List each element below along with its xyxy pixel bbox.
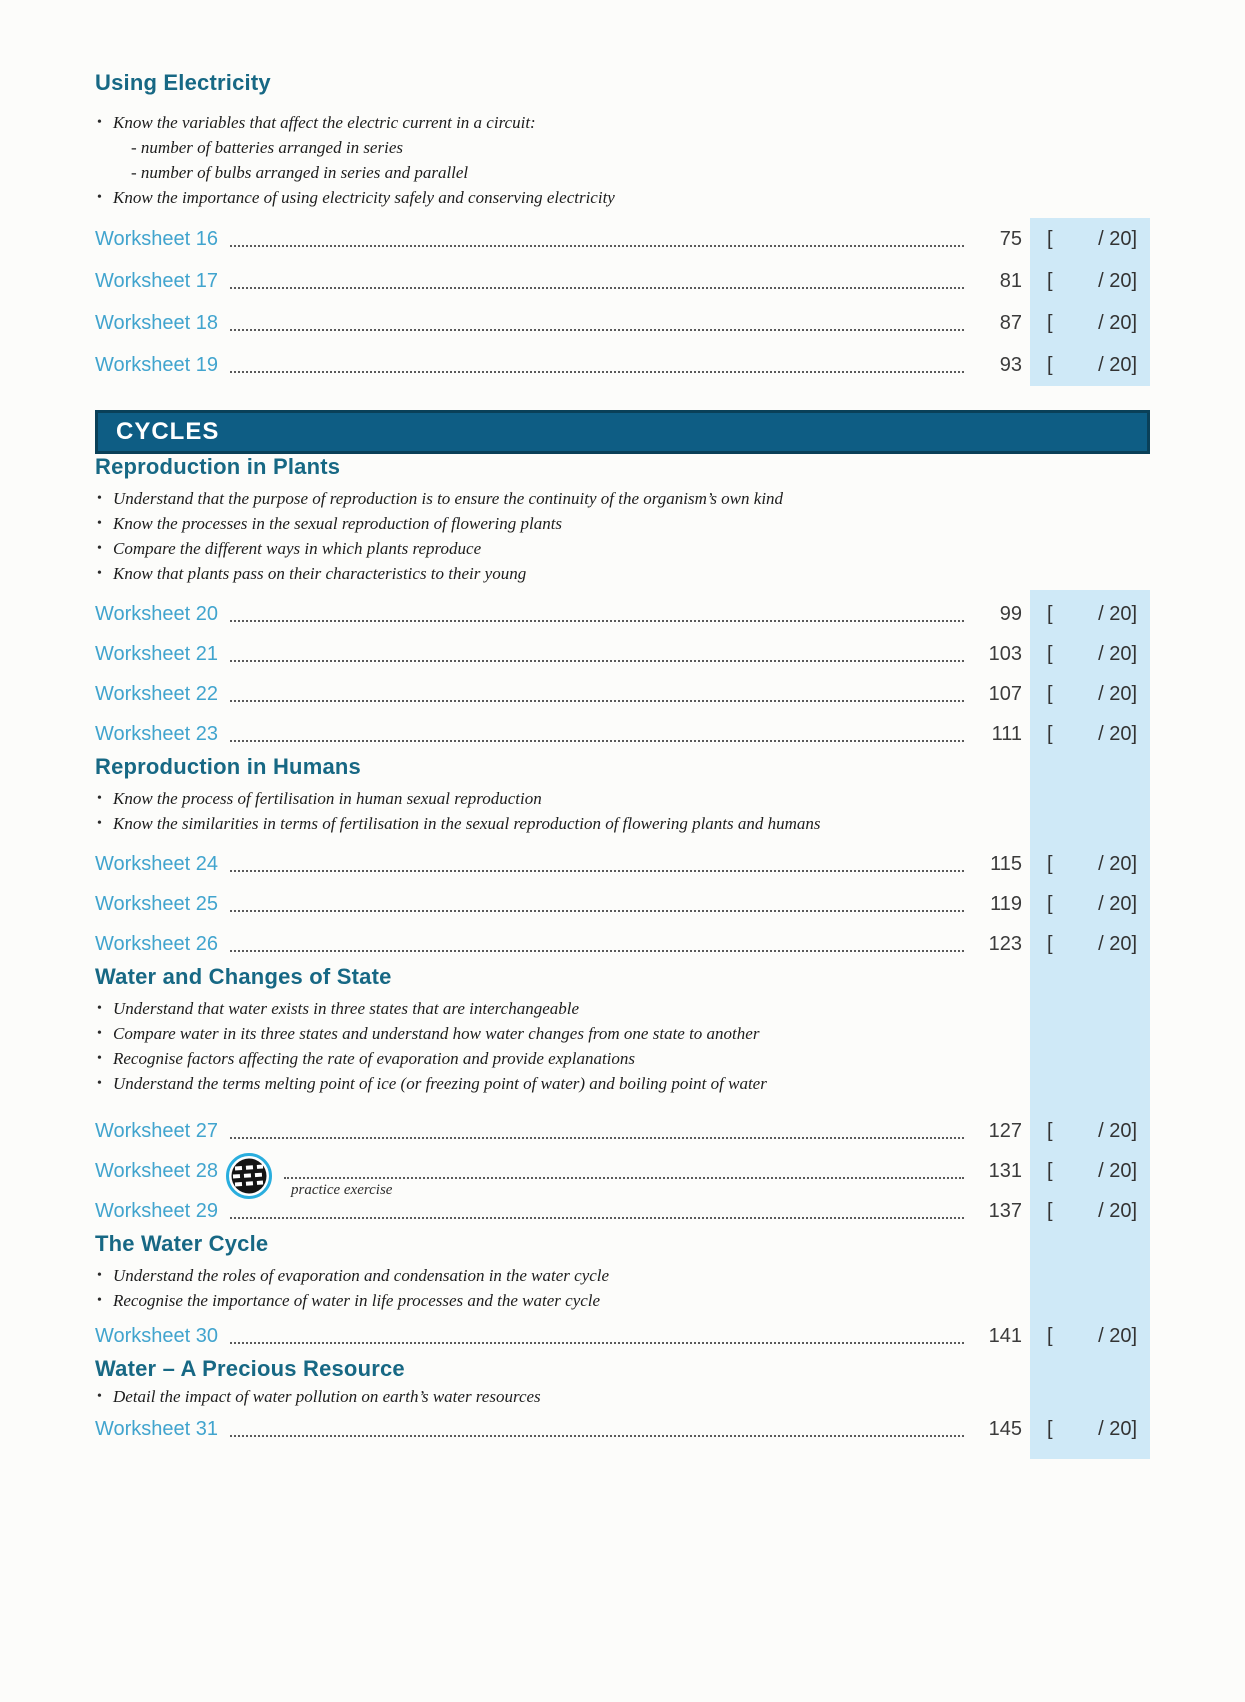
score-box <box>1030 1200 1150 1223</box>
worksheet-label: Worksheet 21 <box>95 642 219 665</box>
toc-row <box>95 218 1150 260</box>
score-open: [ <box>1047 1119 1053 1142</box>
bullet-icon: • <box>97 1001 102 1016</box>
score-close: / 20] <box>1098 1324 1137 1347</box>
page-number: 75 <box>999 227 1022 250</box>
dotted-leader <box>230 329 964 331</box>
worksheet-label: Worksheet 22 <box>95 682 219 705</box>
objective-text: - number of bulbs arranged in series and parallel <box>131 163 469 182</box>
bullet-icon: • <box>97 1076 102 1091</box>
page-number: 131 <box>988 1159 1022 1182</box>
dotted-leader <box>230 660 964 662</box>
objective-bullet <box>97 1288 1150 1313</box>
toc-row <box>95 634 1150 674</box>
dotted-leader <box>230 870 964 872</box>
score-close: / 20] <box>1098 1417 1137 1440</box>
score-open: [ <box>1047 311 1053 334</box>
score-box <box>1030 853 1150 876</box>
objective-text: - number of batteries arranged in series <box>131 138 403 157</box>
dotted-leader <box>230 910 964 912</box>
worksheet-list <box>95 1409 1150 1449</box>
objective-sub-bullet <box>97 135 1150 160</box>
score-open: [ <box>1047 1199 1053 1222</box>
section-heading: Using Electricity <box>95 70 271 95</box>
dotted-leader <box>230 287 964 289</box>
objective-text: Understand that the purpose of reproduction is to ensure the continuity of the organism’s own kind <box>113 489 784 508</box>
bullet-icon: • <box>97 1026 102 1041</box>
score-box <box>1030 933 1150 956</box>
objective-text: Recognise factors affecting the rate of evaporation and provide explanations <box>113 1049 636 1068</box>
objective-bullet <box>97 1071 1150 1096</box>
page-number: 87 <box>999 311 1022 334</box>
worksheet-list <box>95 844 1150 964</box>
objective-bullet <box>97 1046 1150 1071</box>
score-close: / 20] <box>1098 932 1137 955</box>
objective-text: Understand the terms melting point of ice (or freezing point of water) and boiling point of water <box>113 1074 767 1093</box>
toc-row <box>95 714 1150 754</box>
bullet-icon: • <box>97 791 102 806</box>
page-number: 123 <box>988 932 1022 955</box>
bullet-icon: • <box>97 566 102 581</box>
objective-bullet <box>97 511 1150 536</box>
worksheet-label: Worksheet 25 <box>95 892 219 915</box>
score-box <box>1030 1160 1150 1183</box>
section-heading: Water – A Precious Resource <box>95 1356 405 1381</box>
score-open: [ <box>1047 227 1053 250</box>
score-open: [ <box>1047 269 1053 292</box>
page-number: 127 <box>988 1119 1022 1142</box>
worksheet-label: Worksheet 26 <box>95 932 219 955</box>
objective-bullet <box>97 1263 1150 1288</box>
score-box <box>1030 354 1150 377</box>
score-close: / 20] <box>1098 642 1137 665</box>
bullet-icon: • <box>97 115 102 130</box>
score-open: [ <box>1047 642 1053 665</box>
dotted-leader <box>230 1137 964 1139</box>
score-close: / 20] <box>1098 602 1137 625</box>
objective-text: Know the processes in the sexual reproduction of flowering plants <box>113 514 563 533</box>
score-open: [ <box>1047 1159 1053 1182</box>
score-close: / 20] <box>1098 722 1137 745</box>
worksheet-label: Worksheet 19 <box>95 353 219 376</box>
objective-bullet <box>97 786 1150 811</box>
page-number: 81 <box>999 269 1022 292</box>
bullet-icon: • <box>97 1293 102 1308</box>
objective-list <box>97 1384 1150 1409</box>
score-open: [ <box>1047 852 1053 875</box>
score-box <box>1030 1120 1150 1143</box>
score-box <box>1030 683 1150 706</box>
objective-text: Know the importance of using electricity safely and conserving electricity <box>113 188 615 207</box>
bullet-icon: • <box>97 541 102 556</box>
score-box <box>1030 270 1150 293</box>
bullet-icon: • <box>97 1268 102 1283</box>
worksheet-list <box>95 1316 1150 1356</box>
score-box <box>1030 643 1150 666</box>
objective-bullet <box>97 996 1150 1021</box>
section-heading: Reproduction in Humans <box>95 754 361 779</box>
objective-bullet <box>97 185 1150 210</box>
worksheet-label: Worksheet 29 <box>95 1199 219 1222</box>
score-close: / 20] <box>1098 1199 1137 1222</box>
score-box <box>1030 228 1150 251</box>
score-box <box>1030 723 1150 746</box>
page-number: 107 <box>988 682 1022 705</box>
worksheet-label: Worksheet 30 <box>95 1324 219 1347</box>
page-number: 103 <box>988 642 1022 665</box>
objective-text: Know the process of fertilisation in human sexual reproduction <box>113 789 542 808</box>
toc-row <box>95 1111 1150 1151</box>
page-number: 99 <box>999 602 1022 625</box>
score-box <box>1030 1325 1150 1348</box>
objective-list <box>97 486 1150 586</box>
page-number: 115 <box>990 852 1022 875</box>
worksheet-label: Worksheet 27 <box>95 1119 219 1142</box>
worksheet-list <box>95 1111 1150 1231</box>
toc-row <box>95 302 1150 344</box>
toc-row <box>95 924 1150 964</box>
score-close: / 20] <box>1098 353 1137 376</box>
objective-bullet <box>97 1021 1150 1046</box>
score-open: [ <box>1047 353 1053 376</box>
toc-row <box>95 844 1150 884</box>
objective-text: Know the variables that affect the electric current in a circuit: <box>113 113 536 132</box>
dotted-leader <box>230 1342 964 1344</box>
dotted-leader <box>230 245 964 247</box>
worksheet-label: Worksheet 24 <box>95 852 219 875</box>
practice-exercise-label: practice exercise <box>291 1182 393 1198</box>
dotted-leader <box>230 1217 964 1219</box>
toc-row <box>95 884 1150 924</box>
toc-row <box>95 594 1150 634</box>
toc-row <box>95 1316 1150 1356</box>
score-close: / 20] <box>1098 1119 1137 1142</box>
score-box <box>1030 1418 1150 1441</box>
objective-bullet <box>97 536 1150 561</box>
score-box <box>1030 312 1150 335</box>
score-box <box>1030 603 1150 626</box>
cycles-band <box>95 590 1150 1459</box>
worksheet-list <box>95 218 1150 386</box>
score-open: [ <box>1047 602 1053 625</box>
score-box <box>1030 893 1150 916</box>
worksheet-label: Worksheet 18 <box>95 311 219 334</box>
worksheet-label: Worksheet 23 <box>95 722 219 745</box>
dotted-leader <box>230 700 964 702</box>
worksheet-label: Worksheet 31 <box>95 1417 219 1440</box>
bullet-icon: • <box>97 816 102 831</box>
worksheet-label: Worksheet 16 <box>95 227 219 250</box>
page-number: 93 <box>999 353 1022 376</box>
toc-row <box>95 260 1150 302</box>
objective-text: Know the similarities in terms of fertilisation in the sexual reproduction of flowering plants and humans <box>113 814 821 833</box>
objective-list <box>97 1263 1150 1313</box>
score-close: / 20] <box>1098 892 1137 915</box>
objective-bullet <box>97 811 1150 836</box>
dotted-leader <box>284 1177 964 1179</box>
section-heading: Water and Changes of State <box>95 964 392 989</box>
bullet-icon: • <box>97 491 102 506</box>
toc-row <box>95 1191 1150 1231</box>
objective-bullet <box>97 486 1150 511</box>
objective-list <box>97 996 1150 1096</box>
dotted-leader <box>230 620 964 622</box>
dotted-leader <box>230 1435 964 1437</box>
bullet-icon: • <box>97 1389 102 1404</box>
worksheet-label: Worksheet 17 <box>95 269 219 292</box>
score-close: / 20] <box>1098 311 1137 334</box>
dotted-leader <box>230 950 964 952</box>
score-close: / 20] <box>1098 227 1137 250</box>
score-close: / 20] <box>1098 1159 1137 1182</box>
objective-bullet <box>97 1384 1150 1409</box>
objective-bullet <box>97 110 1150 135</box>
objective-list <box>97 786 1150 836</box>
objective-text: Recognise the importance of water in life processes and the water cycle <box>113 1291 601 1310</box>
bullet-icon: • <box>97 190 102 205</box>
objective-text: Understand the roles of evaporation and condensation in the water cycle <box>113 1266 610 1285</box>
score-open: [ <box>1047 1417 1053 1440</box>
page-number: 141 <box>988 1324 1022 1347</box>
objective-sub-bullet <box>97 160 1150 185</box>
score-open: [ <box>1047 682 1053 705</box>
score-close: / 20] <box>1098 269 1137 292</box>
section-heading: The Water Cycle <box>95 1231 269 1256</box>
worksheet-label: Worksheet 28 <box>95 1159 219 1182</box>
page-number: 111 <box>991 722 1022 745</box>
dotted-leader <box>230 740 964 742</box>
section-heading: Reproduction in Plants <box>95 454 341 479</box>
objective-text: Understand that water exists in three states that are interchangeable <box>113 999 580 1018</box>
dotted-leader <box>230 371 964 373</box>
objective-list <box>97 110 1150 210</box>
score-close: / 20] <box>1098 852 1137 875</box>
score-open: [ <box>1047 722 1053 745</box>
score-close: / 20] <box>1098 682 1137 705</box>
toc-row <box>95 1409 1150 1449</box>
toc-row <box>95 674 1150 714</box>
objective-text: Know that plants pass on their characteristics to their young <box>113 564 527 583</box>
page-number: 119 <box>990 892 1022 915</box>
page-number: 145 <box>988 1417 1022 1440</box>
objective-bullet <box>97 561 1150 586</box>
score-open: [ <box>1047 932 1053 955</box>
score-open: [ <box>1047 1324 1053 1347</box>
unit-banner: CYCLES <box>95 410 1150 454</box>
toc-row-with-stamp <box>95 1151 1150 1198</box>
score-open: [ <box>1047 892 1053 915</box>
objective-text: Detail the impact of water pollution on earth’s water resources <box>113 1387 541 1406</box>
page-number: 137 <box>988 1199 1022 1222</box>
toc-row <box>95 344 1150 386</box>
objective-text: Compare water in its three states and understand how water changes from one state to another <box>113 1024 760 1043</box>
bullet-icon: • <box>97 516 102 531</box>
bullet-icon: • <box>97 1051 102 1066</box>
worksheet-label: Worksheet 20 <box>95 602 219 625</box>
objective-text: Compare the different ways in which plants reproduce <box>113 539 482 558</box>
